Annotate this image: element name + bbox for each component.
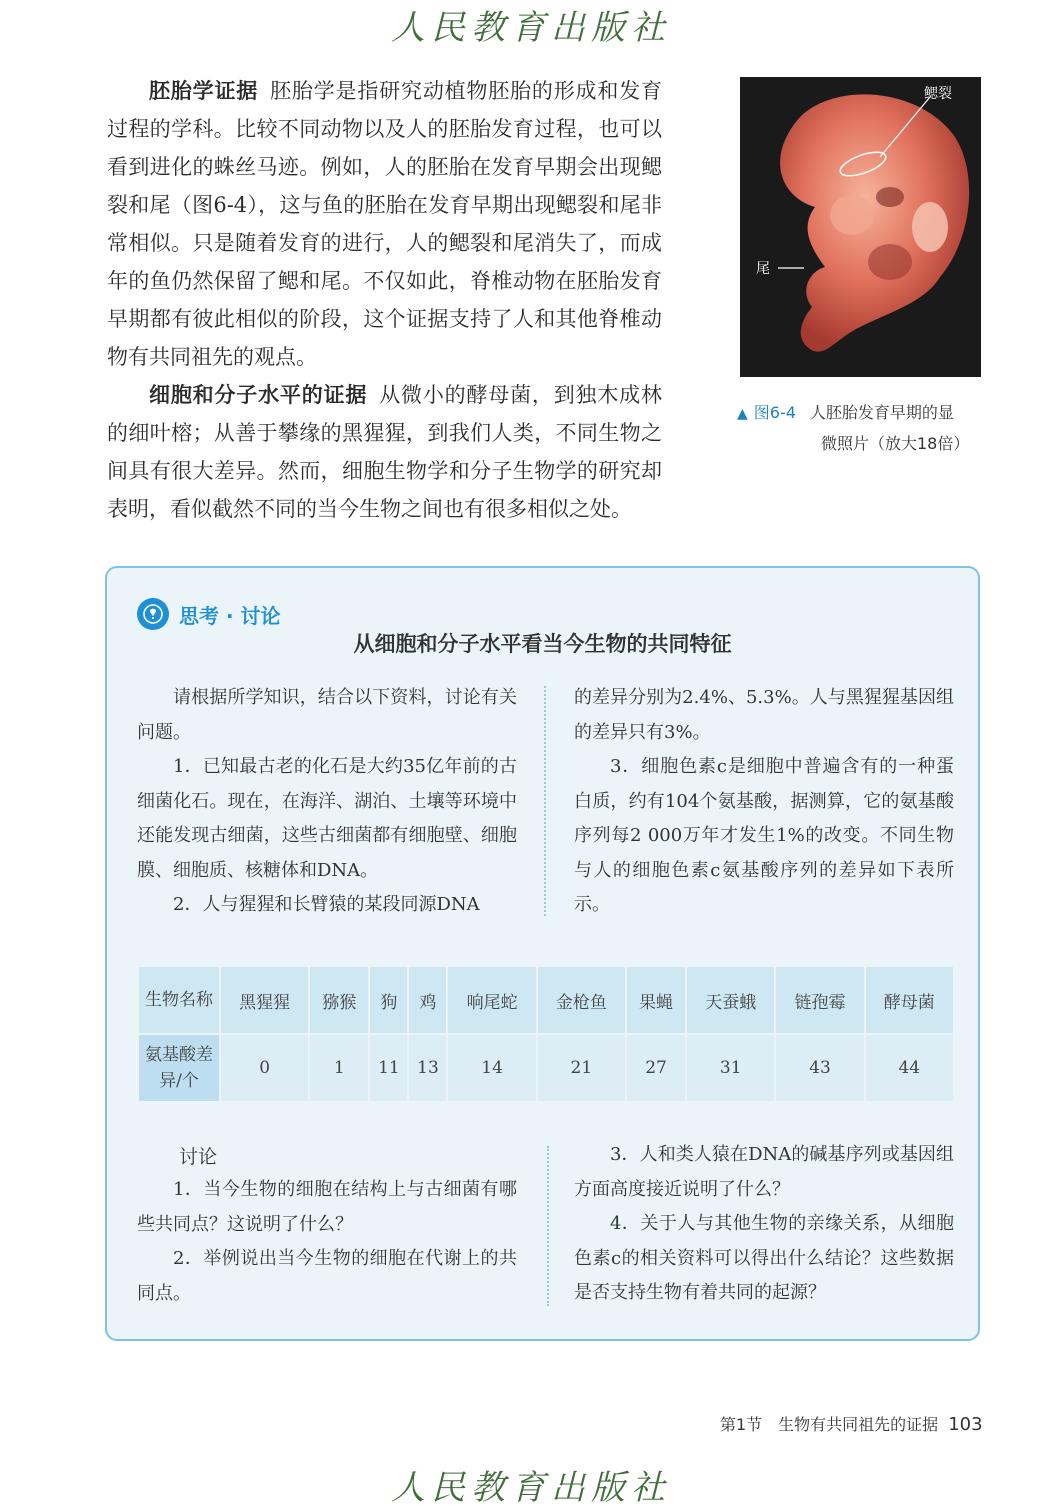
- paragraph-embryology: [107, 72, 662, 376]
- table-cell-value: 0: [221, 1035, 308, 1101]
- material-paragraph: 1．已知最古老的化石是大约35亿年前的古细菌化石。现在，在海洋、湖泊、土壤等环境中还能发现古细菌，这些古细菌都有细胞壁、细胞膜、细胞质、核糖体和DNA。: [137, 756, 517, 881]
- column-divider: [547, 1146, 549, 1306]
- main-text: [107, 72, 662, 528]
- table-cell-value: 27: [627, 1035, 685, 1101]
- table-cell-organism: 天蚕蛾: [687, 967, 774, 1033]
- publisher-watermark-top: 人民教育出版社: [391, 8, 671, 48]
- table-cell-value: 14: [448, 1035, 535, 1101]
- table-cell-organism: 黑猩猩: [221, 967, 308, 1033]
- paragraph-lead: 胚胎学证据: [149, 79, 259, 103]
- discussion-question: 4．关于人与其他生物的亲缘关系，从细胞色素c的相关资料可以得出什么结论？这些数据是否支持生物有着共同的起源？: [574, 1213, 954, 1303]
- table-cell-value: 1: [310, 1035, 368, 1101]
- paragraph-molecular: [107, 376, 662, 528]
- paragraph-lead: 细胞和分子水平的证据: [149, 383, 368, 407]
- paragraph-body: 胚胎学是指研究动植物胚胎的形成和发育过程的学科。比较不同动物以及人的胚胎发育过程，也可以看到进化的蛛丝马迹。例如，人的胚胎在发育早期会出现鳃裂和尾（图6-4），这与鱼的胚胎在发育早期出现鳃裂和尾非常相似。只是随着发育的进行，人的鳃裂和尾消失了，而成年的鱼仍然保留了鳃和尾。不仅如此，脊椎动物在胚胎发育早期都有彼此相似的阶段，这个证据支持了人和其他脊椎动物有共同祖先的观点。: [107, 79, 663, 369]
- material-paragraph: 请根据所学知识，结合以下资料，讨论有关问题。: [137, 687, 517, 743]
- discussion-right-column: [574, 1138, 954, 1311]
- discussion-heading: 讨论: [179, 1146, 218, 1168]
- publisher-watermark-bottom: 人民教育出版社: [391, 1468, 671, 1508]
- table-cell-organism: 响尾蛇: [448, 967, 535, 1033]
- caption-text: 微照片（放大18倍）: [821, 434, 970, 453]
- table-cell-value: 11: [370, 1035, 407, 1101]
- table-cell-value: 44: [866, 1035, 953, 1101]
- material-left-column: [137, 681, 517, 923]
- column-divider: [544, 686, 546, 916]
- material-right-column: [574, 681, 954, 923]
- figure-caption: [737, 398, 989, 459]
- label-gill: 鳃裂: [924, 86, 952, 102]
- page-footer: [720, 1412, 983, 1435]
- table-cell-organism: 果蝇: [627, 967, 685, 1033]
- table-cell-organism: 链孢霉: [776, 967, 863, 1033]
- table-cell-value: 31: [687, 1035, 774, 1101]
- table-cell-organism: 狗: [370, 967, 407, 1033]
- page-number: 103: [948, 1414, 983, 1435]
- table-header-row: [139, 967, 953, 1033]
- material-paragraph: 3．细胞色素c是细胞中普遍含有的一种蛋白质，约有104个氨基酸，据测算，它的氨基酸序列每2 000万年才发生1%的改变。不同生物与人的细胞色素c氨基酸序列的差异如下表所示。: [574, 756, 954, 915]
- table-row-label: 生物名称: [139, 967, 219, 1033]
- material-paragraph: 的差异分别为2.4%、5.3%。人与黑猩猩基因组的差异只有3%。: [574, 687, 954, 743]
- table-cell-value: 13: [409, 1035, 446, 1101]
- discussion-left-column: [137, 1173, 517, 1311]
- figure-number: 图6-4: [753, 403, 796, 422]
- table-row-label: 氨基酸差异/个: [139, 1035, 219, 1101]
- lightbulb-icon: [137, 598, 169, 630]
- label-tail: 尾: [756, 261, 770, 277]
- table-cell-value: 21: [538, 1035, 625, 1101]
- table-cell-organism: 酵母菌: [866, 967, 953, 1033]
- discussion-question: 3．人和类人猿在DNA的碱基序列或基因组方面高度接近说明了什么？: [574, 1144, 954, 1200]
- box-header: [137, 598, 281, 630]
- paragraph-body: 从微小的酵母菌，到独木成林的细叶榕；从善于攀缘的黑猩猩，到我们人类，不同生物之间具有很大差异。然而，细胞生物学和分子生物学的研究却表明，看似截然不同的当今生物之间也有很多相似之处。: [107, 383, 663, 521]
- triangle-icon: ▲: [737, 406, 748, 422]
- table-cell-organism: 金枪鱼: [538, 967, 625, 1033]
- discussion-question: 1．当今生物的细胞在结构上与古细菌有哪些共同点？这说明了什么？: [137, 1179, 517, 1235]
- table-cell-organism: 猕猴: [310, 967, 368, 1033]
- section-title: 第1节 生物有共同祖先的证据: [720, 1415, 939, 1434]
- think-discuss-box: [105, 566, 980, 1341]
- embryo-photo: [740, 77, 981, 377]
- cytochrome-c-table: [137, 965, 955, 1103]
- table-cell-organism: 鸡: [409, 967, 446, 1033]
- box-title: 从细胞和分子水平看当今生物的共同特征: [353, 632, 732, 656]
- material-paragraph: 2．人与猩猩和长臂猿的某段同源DNA: [173, 894, 480, 915]
- box-label: 思考 · 讨论: [179, 603, 281, 628]
- table-cell-value: 43: [776, 1035, 863, 1101]
- discussion-question: 2．举例说出当今生物的细胞在代谢上的共同点。: [137, 1248, 517, 1304]
- table-value-row: [139, 1035, 953, 1101]
- caption-text: 人胚胎发育早期的显: [809, 403, 954, 422]
